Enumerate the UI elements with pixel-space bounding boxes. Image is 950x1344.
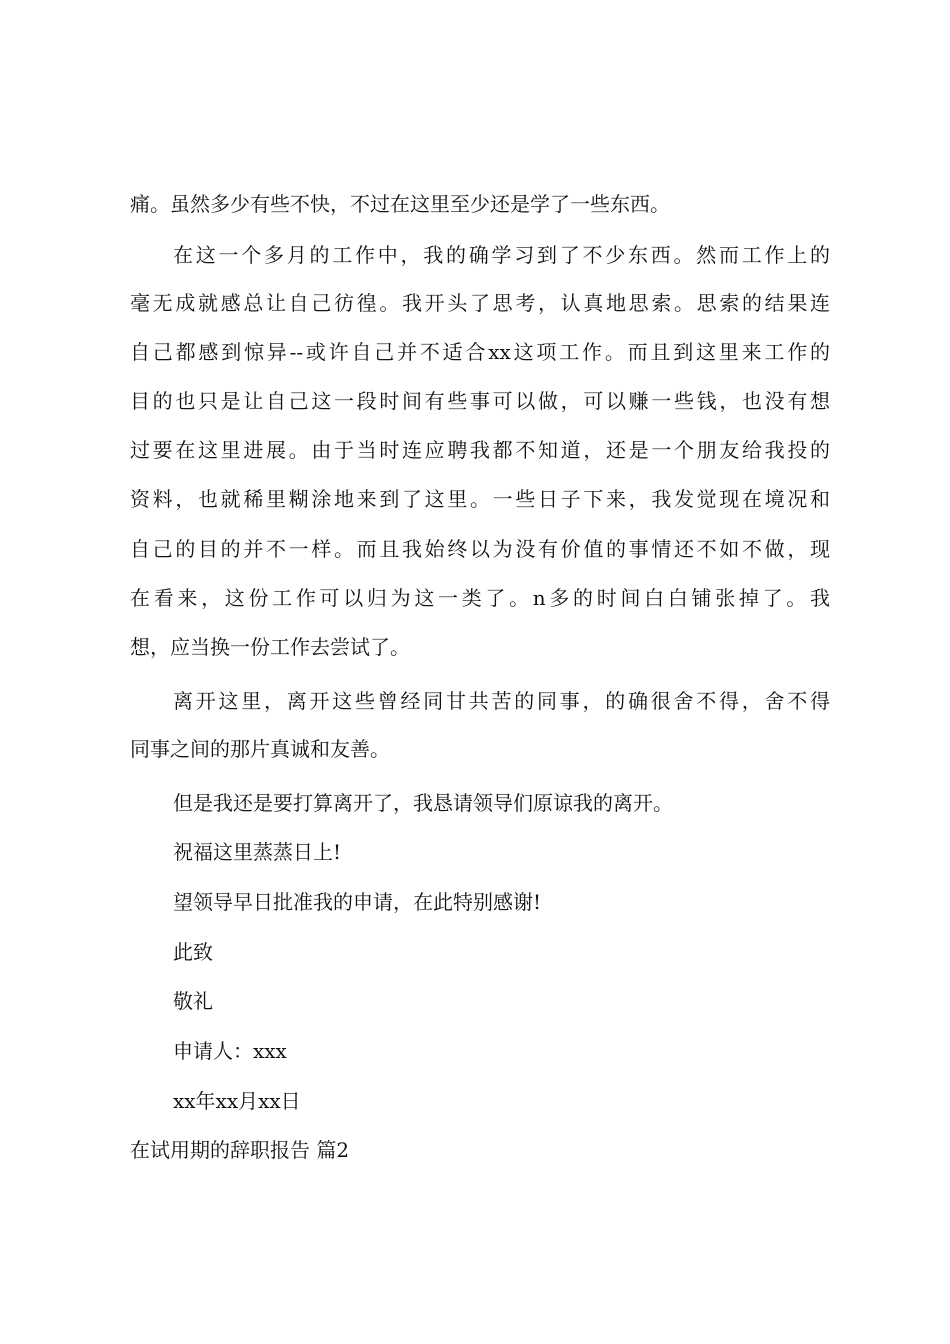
paragraph-line: 在看来，这份工作可以归为这一类了。n多的时间白白铺张掉了。我 (130, 586, 830, 610)
closing-regards: 敬礼 (173, 989, 213, 1013)
paragraph-line: 离开这里，离开这些曾经同甘共苦的同事，的确很舍不得，舍不得 (173, 689, 830, 713)
paragraph-line: 资料，也就稀里糊涂地来到了这里。一些日子下来，我发觉现在境况和 (130, 487, 830, 511)
paragraph-line: 望领导早日批准我的申请，在此特别感谢! (173, 890, 542, 914)
closing-salutation: 此致 (173, 940, 213, 964)
paragraph-line: 在这一个多月的工作中，我的确学习到了不少东西。然而工作上的 (173, 243, 830, 267)
paragraph-line: 同事之间的那片真诚和友善。 (130, 737, 390, 761)
paragraph-line: 想，应当换一份工作去尝试了。 (130, 635, 410, 659)
paragraph-line: 过要在这里进展。由于当时连应聘我都不知道，还是一个朋友给我投的 (130, 438, 830, 462)
paragraph-line: 目的也只是让自己这一段时间有些事可以做，可以赚一些钱，也没有想 (130, 389, 830, 413)
section-heading: 在试用期的辞职报告 篇2 (130, 1138, 350, 1162)
paragraph-line: 毫无成就感总让自己彷徨。我开头了思考，认真地思索。思索的结果连 (130, 291, 830, 315)
applicant-line: 申请人：xxx (173, 1039, 287, 1063)
paragraph-line: 痛。虽然多少有些不快，不过在这里至少还是学了一些东西。 (130, 192, 670, 216)
paragraph-line: 自己的目的并不一样。而且我始终以为没有价值的事情还不如不做，现 (130, 537, 830, 561)
date-line: xx年xx月xx日 (173, 1089, 301, 1113)
paragraph-line: 祝福这里蒸蒸日上! (173, 840, 342, 864)
paragraph-line: 自己都感到惊异--或许自己并不适合xx这项工作。而且到这里来工作的 (130, 340, 830, 364)
paragraph-line: 但是我还是要打算离开了，我恳请领导们原谅我的离开。 (173, 791, 673, 815)
